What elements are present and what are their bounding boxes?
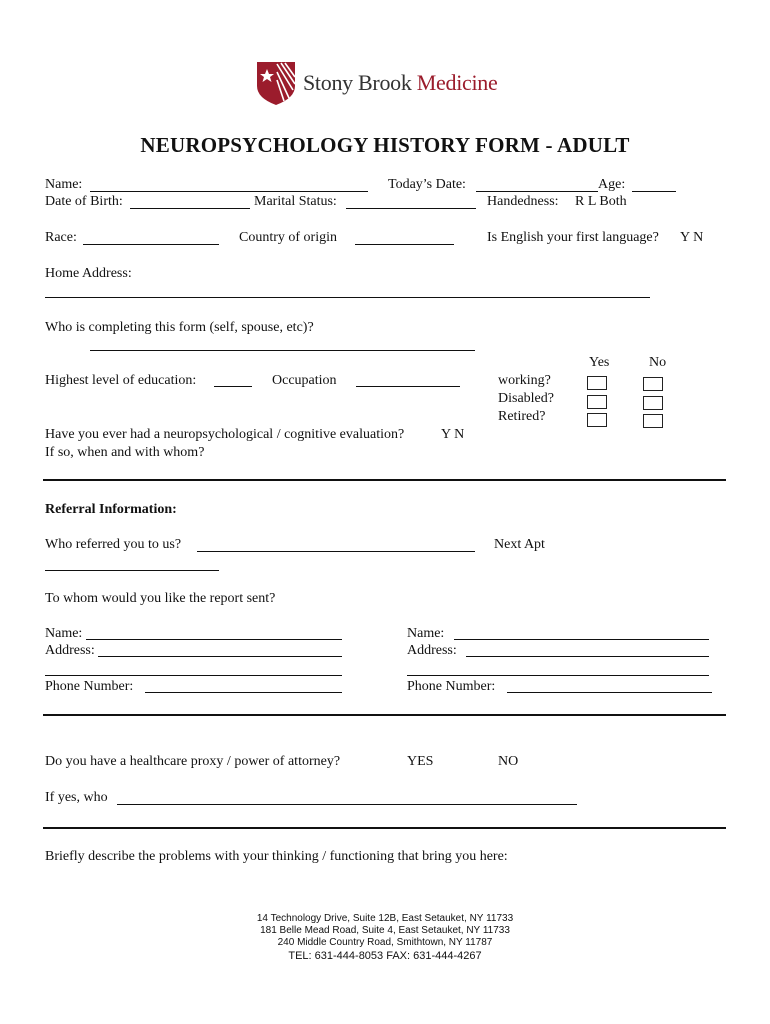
logo-text [303,70,497,96]
footer-address-1: 14 Technology Drive, Suite 12B, East Setauket, NY 11733 [256,913,514,924]
country-field[interactable] [355,244,454,245]
report-phone-field-left[interactable] [145,692,342,693]
working-no-checkbox[interactable] [643,377,663,391]
footer-address-2: 181 Belle Mead Road, Suite 4, East Setauket, NY 11733 [260,925,510,936]
problems-prompt: Briefly describe the problems with your thinking / functioning that bring you here: [45,849,508,864]
proxy-question: Do you have a healthcare proxy / power of attorney? [45,754,341,769]
proxy-who-label: If yes, who [45,790,108,805]
logo [255,60,525,106]
proxy-no-option[interactable]: NO [498,754,519,769]
disabled-label: Disabled? [498,391,554,406]
occupation-field[interactable] [356,386,460,387]
age-label: Age: [598,177,626,192]
report-address-label-right: Address: [407,643,457,658]
report-address-field-right[interactable] [466,656,709,657]
yes-column-label: Yes [589,355,610,370]
race-label: Race: [45,230,77,245]
handedness-label: Handedness: [487,194,559,209]
proxy-who-field[interactable] [117,804,577,805]
english-label: Is English your first language? [487,230,659,245]
divider-3 [43,827,726,829]
marital-status-field[interactable] [346,208,476,209]
who-referred-field-2[interactable] [45,570,219,571]
logo-brand-part2: Medicine [416,70,498,95]
evaluation-options[interactable]: Y N [441,427,465,442]
next-apt-label: Next Apt [494,537,545,552]
footer-address-3: 240 Middle Country Road, Smithtown, NY 11787 [277,937,493,948]
retired-label: Retired? [498,409,546,424]
todays-date-label: Today’s Date: [388,177,466,192]
dob-label: Date of Birth: [45,194,123,209]
report-address-field-left-2[interactable] [45,675,342,676]
divider-2 [43,714,726,716]
age-field[interactable] [632,191,676,192]
dob-field[interactable] [130,208,250,209]
race-field[interactable] [83,244,219,245]
report-name-field-left[interactable] [86,639,342,640]
report-name-label-left: Name: [45,626,83,641]
name-label: Name: [45,177,83,192]
working-label: working? [498,373,551,388]
referral-heading: Referral Information: [45,502,177,517]
report-name-field-right[interactable] [454,639,709,640]
report-address-field-right-2[interactable] [407,675,709,676]
report-address-field-left[interactable] [98,656,342,657]
country-label: Country of origin [239,230,337,245]
education-label: Highest level of education: [45,373,197,388]
evaluation-when-label: If so, when and with whom? [45,445,205,460]
retired-no-checkbox[interactable] [643,414,663,428]
proxy-yes-option[interactable]: YES [407,754,434,769]
report-phone-label-right: Phone Number: [407,679,496,694]
home-address-field[interactable] [45,297,650,298]
handedness-options[interactable]: R L Both [575,194,627,209]
report-phone-field-right[interactable] [507,692,712,693]
footer-tel-fax: TEL: 631-444-8053 FAX: 631-444-4267 [288,950,482,962]
who-referred-field[interactable] [197,551,475,552]
retired-yes-checkbox[interactable] [587,413,607,427]
education-field[interactable] [214,386,252,387]
form-title: NEUROPSYCHOLOGY HISTORY FORM - ADULT [140,133,630,157]
name-field[interactable] [90,191,368,192]
logo-brand-part1: Stony Brook [303,70,412,95]
working-yes-checkbox[interactable] [587,376,607,390]
evaluation-question: Have you ever had a neuropsychological / cognitive evaluation? [45,427,405,442]
no-column-label: No [649,355,667,370]
english-options[interactable]: Y N [680,230,704,245]
disabled-no-checkbox[interactable] [643,396,663,410]
shield-star-icon [255,60,297,106]
report-phone-label-left: Phone Number: [45,679,134,694]
home-address-label: Home Address: [45,266,132,281]
divider-1 [43,479,726,481]
report-sent-label: To whom would you like the report sent? [45,591,276,606]
report-address-label-left: Address: [45,643,95,658]
disabled-yes-checkbox[interactable] [587,395,607,409]
marital-status-label: Marital Status: [254,194,337,209]
report-name-label-right: Name: [407,626,445,641]
completing-label: Who is completing this form (self, spouse, etc)? [45,320,314,335]
completing-field[interactable] [90,350,475,351]
todays-date-field[interactable] [476,191,598,192]
occupation-label: Occupation [272,373,337,388]
who-referred-label: Who referred you to us? [45,537,182,552]
